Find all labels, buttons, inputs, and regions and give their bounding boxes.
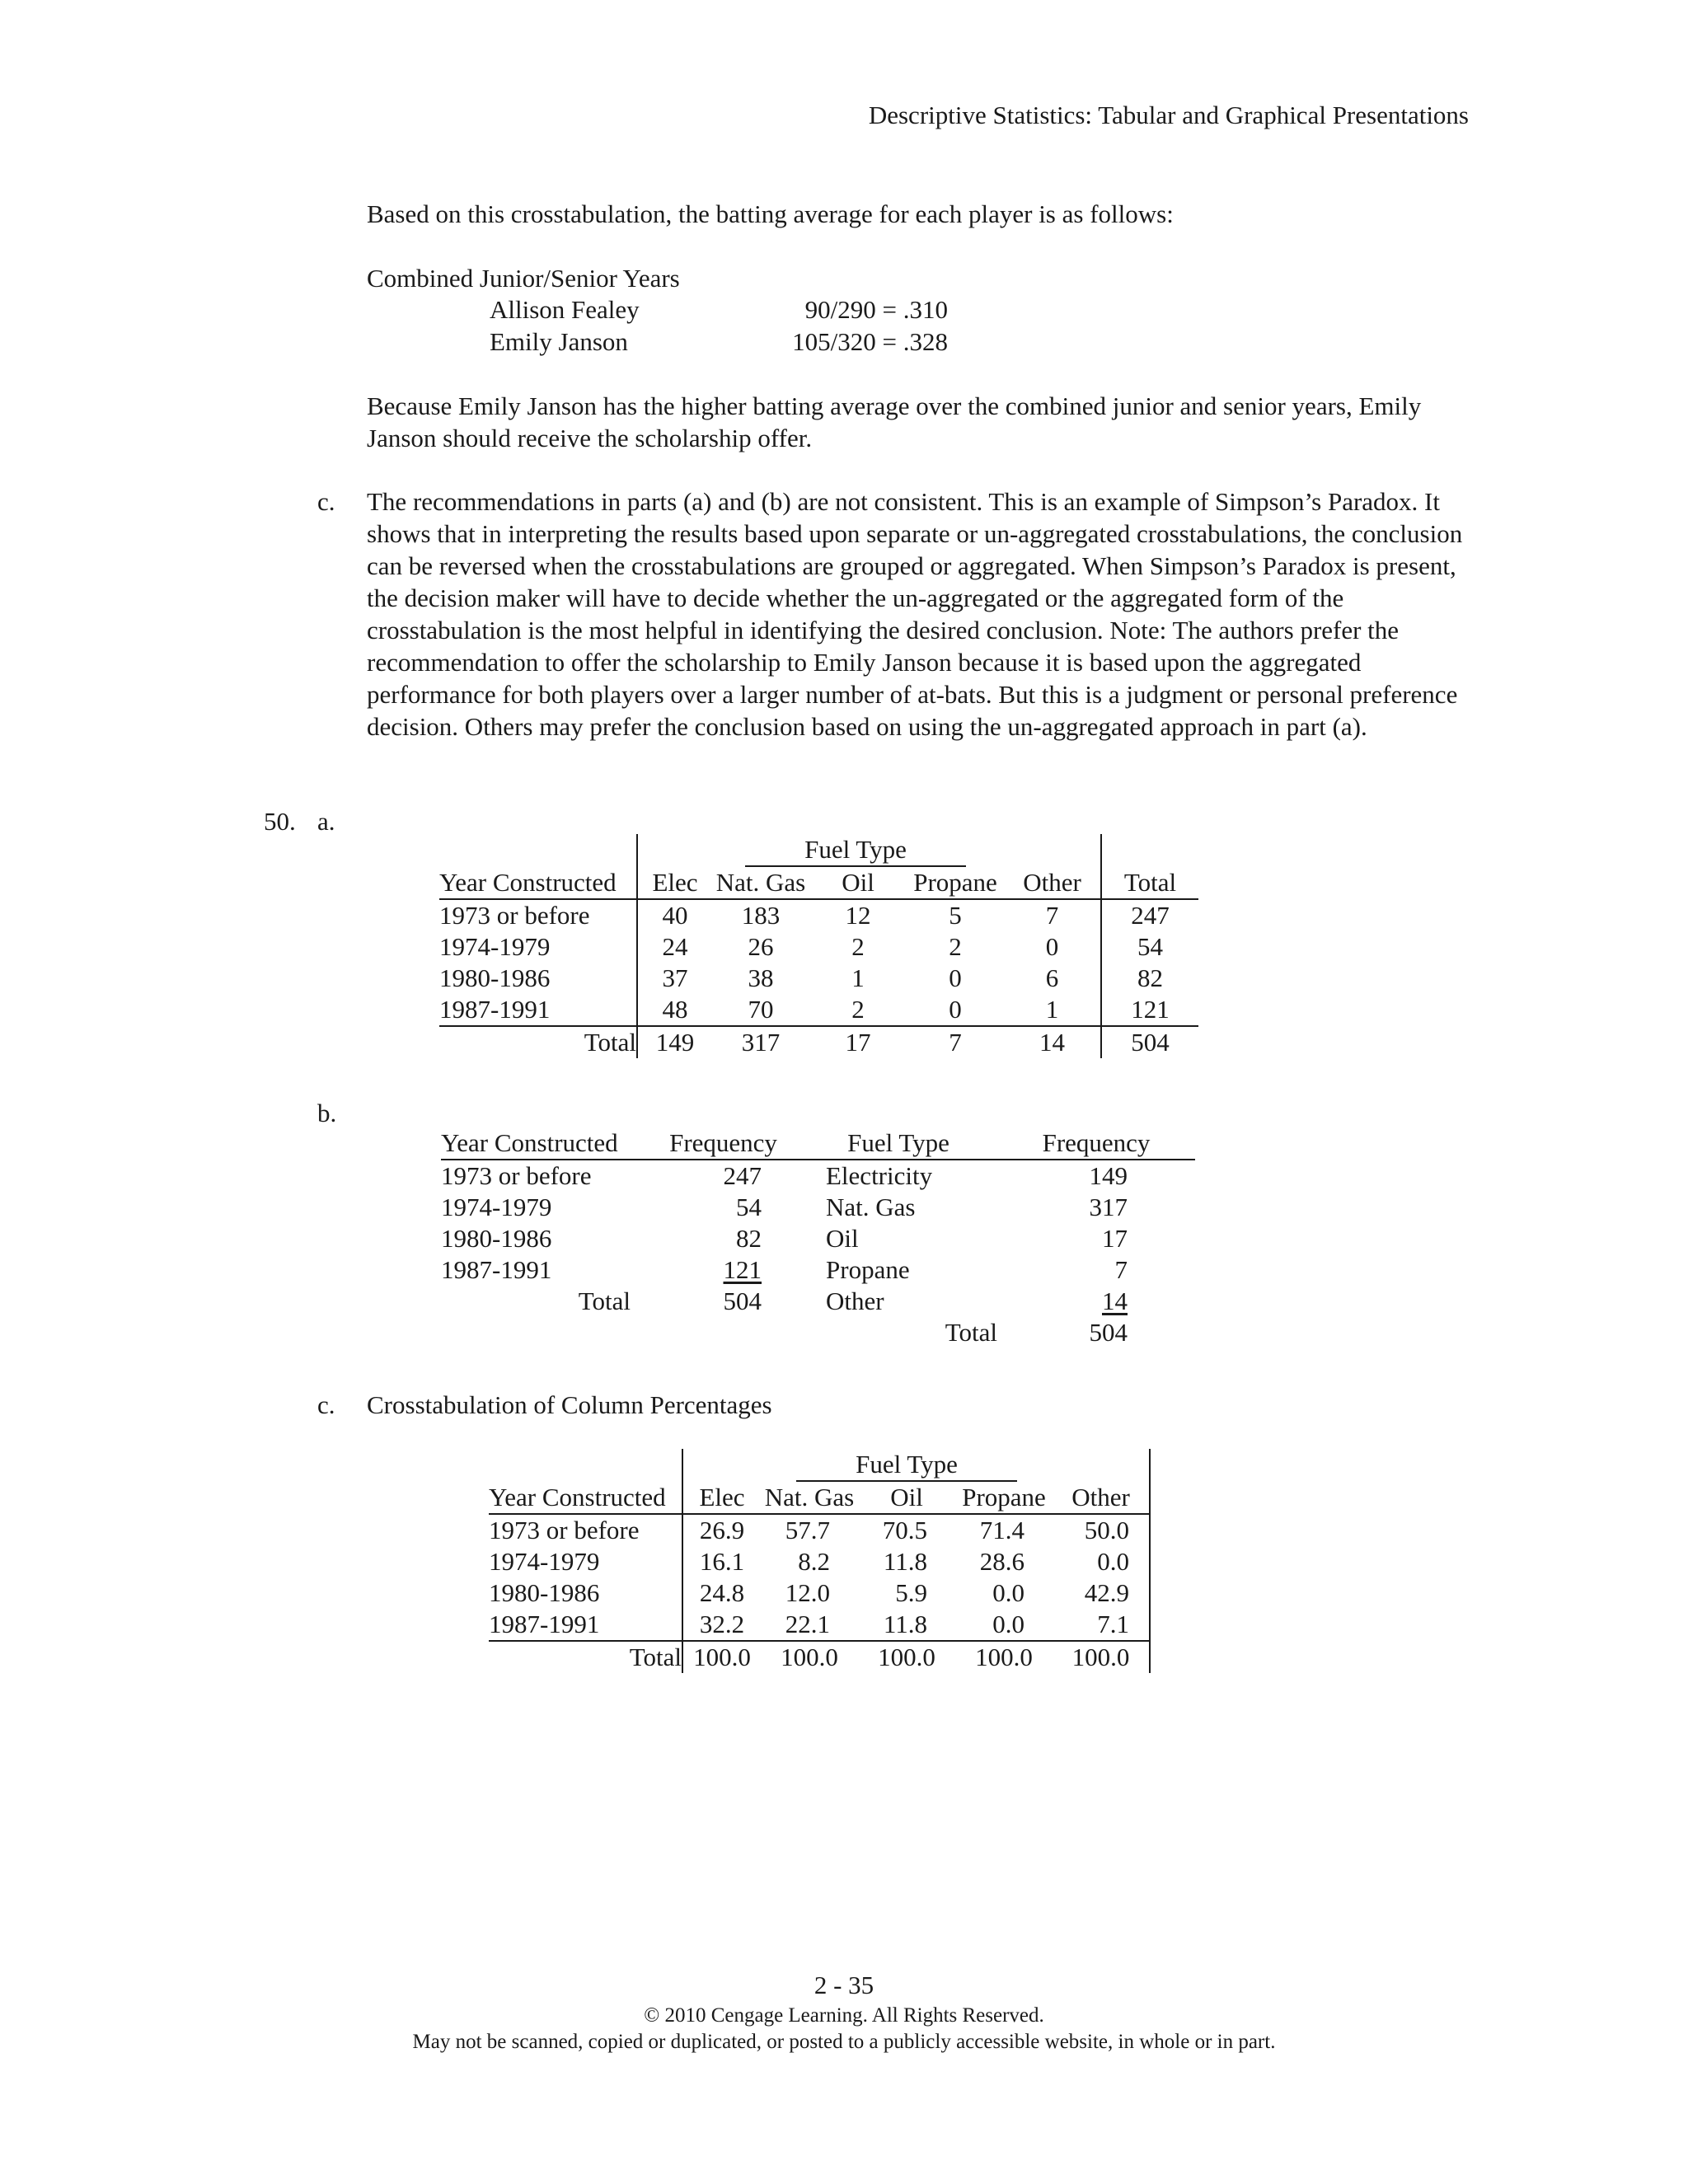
column-header: Frequency [1042,1128,1151,1157]
table-row: 1980-1986 37 38 1 0 6 82 [439,963,1163,992]
column-header: Elec [699,1483,745,1511]
column-header: Propane [913,868,997,897]
crosstab-table [439,834,1198,1058]
table-group-header-row [489,1449,1150,1482]
column-header: Nat. Gas [715,868,806,897]
running-header: Descriptive Statistics: Tabular and Graphical Presentations [868,101,1469,129]
part-label: c. [317,1390,335,1419]
copyright: © 2010 Cengage Learning. All Rights Reserved. [644,2004,1044,2027]
column-header: Year Constructed [489,1482,682,1514]
column-header: Oil [890,1483,923,1511]
column-header: Oil [842,868,874,897]
batting-average: 90/290 = .310 [804,295,948,324]
table-row: 1987-1991 121 Propane 7 [441,1255,1128,1284]
table-row: 1980-1986 24.8 12.0 5.9 0.0 42.9 [489,1577,1150,1609]
group-header: Fuel Type [712,834,1004,867]
column-header: Nat. Gas [764,1483,855,1511]
table-row: 1974-1979 24 26 2 2 0 54 [439,932,1163,961]
column-header: Total [1123,868,1177,897]
table-header-row [441,1127,1195,1160]
batting-player-name: Emily Janson [490,327,628,356]
table-total-row: Total 100.0 100.0 100.0 100.0 100.0 [489,1641,1150,1673]
part-label: c. [317,487,335,516]
batting-heading: Combined Junior/Senior Years [367,264,680,293]
simpsons-paradox-text: The recommendations in parts (a) and (b) are not consistent. This is an example of Simpson’s Paradox. It shows that in interpreting the results based upon separate or un-aggregated crosstabulations, the conclusion can be reversed when the crosstabulations are grouped or aggregated. When Simpson’s Paradox is present, the decision maker will have to decide whether the un-aggregated or the aggregated form of the crosstabulation is the most helpful in identifying the desired conclusion. Note: The authors prefer the recommendation to offer the scholarship to Emily Janson because it is based upon the aggregated performance for both players over a larger number of at-bats. But this is a judgment or personal preference decision. Others may prefer the conclusion based on using the un-aggregated approach in part (a). [367,487,1463,741]
batting-average: 105/320 = .328 [792,327,948,356]
table-row: 1973 or before 247 Electricity 149 [441,1161,1128,1190]
table-row: 1973 or before 40 183 12 5 7 247 [439,899,1198,931]
table-row: 1974-1979 54 Nat. Gas 317 [441,1193,1128,1221]
column-header: Year Constructed [439,867,637,899]
column-header: Propane [962,1483,1046,1511]
table-row: 1980-1986 82 Oil 17 [441,1224,1128,1253]
section-title: Crosstabulation of Column Percentages [367,1390,772,1419]
column-header: Other [1004,867,1101,899]
part-label: a. [317,807,335,836]
usage-notice: May not be scanned, copied or duplicated, or posted to a publicly accessible website, in whole or in part. [412,2031,1276,2053]
frequency-table [441,1127,1195,1348]
table-row: 1974-1979 16.1 8.2 11.8 28.6 0.0 [489,1546,1150,1577]
table-row: Total 504 Other 14 [578,1286,1128,1315]
column-header: Elec [652,868,698,897]
table-row: 1987-1991 32.2 22.1 11.8 0.0 7.1 [489,1609,1150,1641]
table-row: 1987-1991 48 70 2 0 1 121 [439,994,1198,1026]
table-header-row [439,867,1198,899]
page-number: 2 - 35 [814,1971,874,1999]
table-header-row [489,1482,1150,1514]
table-group-header-row [439,834,1198,867]
part-label: b. [317,1099,337,1127]
table-total-row: Total 149 317 17 7 14 504 [439,1026,1198,1058]
column-header: Year Constructed [441,1128,618,1157]
batting-intro: Based on this crosstabulation, the batting average for each player is as follows: [367,199,1174,228]
batting-player-name: Allison Fealey [490,295,640,324]
group-header: Fuel Type [761,1449,1053,1482]
table-row: 1973 or before 26.9 57.7 70.5 71.4 50.0 [489,1514,1150,1546]
batting-conclusion: Because Emily Janson has the higher batting average over the combined junior and senior years, Emily Janson should receive the scholarship offer. [367,391,1422,452]
column-header: Fuel Type [847,1128,950,1157]
table-total-row: Total 504 [945,1318,1128,1347]
column-percent-table [489,1449,1151,1673]
question-number: 50. [264,807,296,836]
column-header: Other [1053,1482,1150,1514]
column-header: Frequency [669,1128,777,1157]
